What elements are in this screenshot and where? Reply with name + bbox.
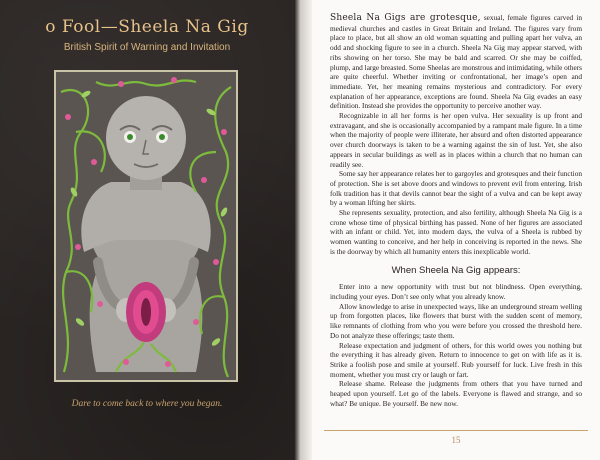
section-heading: When Sheela Na Gig appears: [391,264,521,276]
paragraph: Some say her appearance relates her to gargoyles and grotesques and their function of protection. She is set above doors and windows to prevent evil from entering. Irish folk tradition has it that devils cannot bear the sight of a vulva and can be kept away by a woman lifting her skirts. [330,169,582,208]
right-page [312,0,600,460]
card-subtitle: British Spirit of Warning and Invitation [63,42,231,53]
lead-word: Sheela Na Gigs are grotesque, [330,13,481,23]
paragraph: Release shame. Release the judgments from others that you have turned and heaped upon yourself. Let go of the labels. Everyone is flawed and strange, and so what? Be unique. Be yourself. Be new now. [330,379,582,408]
sheela-na-gig-illustration [56,72,236,380]
card-caption: Dare to come back to where you began. [71,399,223,409]
paragraph: Enter into a new opportunity with trust but not blindness. Open everything, including your eyes. Don’t see only what you already know. [330,282,582,301]
paragraph: She represents sexuality, protection, and also fertility, although Sheela Na Gig is a crone whose time of physical birthing has passed. None of her figures are associated with an infant or child. Yet, into modern days, the vulva of a Sheela is rubbed by women wanting to conceive, and her help in conceiving is reported in the news. She is the doorway by which all humanity enters this inexplicable world. [330,208,582,256]
footer-rule [324,430,588,431]
left-page [0,0,294,460]
page-number: 15 [451,435,461,445]
body-text [330,13,582,408]
paragraph: Allow knowledge to arise in unexpected ways, like an underground stream welling up from forgotten places, like flowers that burst with the sudden scent of memory, like remnants of clothing from who you were before you crossed the threshold here. Do not analyze these offerings; taste them. [330,301,582,340]
card-title: o Fool—Sheela Na Gig [45,17,249,37]
book-gutter [294,0,312,460]
paragraph: Recognizable in all her forms is her open vulva. Her sexuality is up front and extravagant, and she is occasionally accompanied by a rampant male figure. In a time when the majority of people were illiterate, her absurd and often distorted appearance over church doorways is taken to be a warning against the sin of lust. Yet, she also appears in secular buildings as well as in places within a church that no human can readily see. [330,111,582,169]
card-artwork [54,70,238,382]
paragraph: Release expectation and judgment of others, for this world owes you nothing but the everything it has already given. Return to innocence to get on with life as it is. Strike a foolish pose and smile at yourself. Rub yourself for luck. Live fresh in this moment, whether you must cry or laugh or fart. [330,340,582,379]
paragraph: Sheela Na Gigs are grotesque, sexual, female figures carved in medieval churches and castles in Great Britain and Ireland. The figures vary from place to place, but all show an old woman squatting and pulling apart her vulva, an odd and shocking figure to see in a church. Sheela Na Gig may appear starved, with ribs showing on her torso. She may be bald and scarred. Or she may be coiffed, plump, and large breasted. Some Sheelas are monstrous and intimidating, while others are quite cheerful. Whether inviting or confrontational, her image’s open and immediate. Yet, her meaning remains mysterious and contradictory. For every explanation of her appearance, exceptions are found. Sheela Na Gig evades an easy definition. Instead she provides the opportunity to perceive another way. [330,13,582,111]
